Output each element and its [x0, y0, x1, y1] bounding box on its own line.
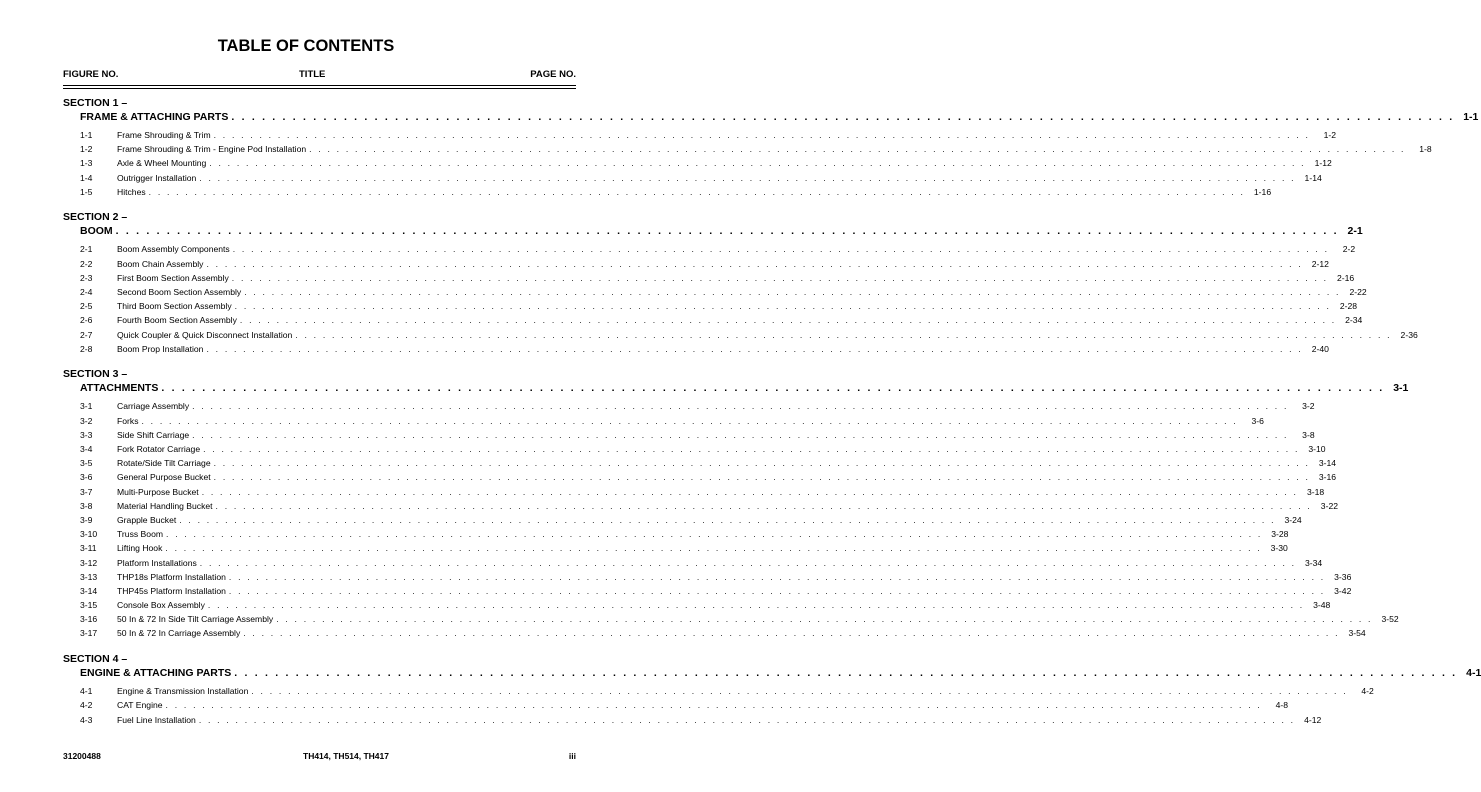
figure-number: 3-13 [80, 571, 98, 582]
dot-leader: . . . . . . . . . . . . . . . . . . . . . . . . . . . . . . . . . . . . . . . . . . . . . . . . . . . . . . . . . . . . . . . . . . . . . . . . . . . . . . . . . . . . . . . . . . . . . . . . . . . . . . . . . . . . . . . . . . . . . . . . [251, 686, 1348, 697]
figure-title: Quick Coupler & Quick Disconnect Installation [117, 329, 293, 340]
figure-title: THP45s Platform Installation [117, 585, 226, 596]
section-title: FRAME & ATTACHING PARTS [80, 111, 229, 123]
figure-page: 3-54 [1348, 628, 1366, 639]
dot-leader: . . . . . . . . . . . . . . . . . . . . . . . . . . . . . . . . . . . . . . . . . . . . . . . . . . . . . . . . . . . . . . . . . . . . . . . . . . . . . . . . . . . . . . . . . . . . . . . . . . . . . . . . . . . . . . . . . . . . . . . . [213, 130, 1311, 140]
dot-leader: . . . . . . . . . . . . . . . . . . . . . . . . . . . . . . . . . . . . . . . . . . . . . . . . . . . . . . . . . . . . . . . . . . . . . . . . . . . . . . . . . . . . . . . . . . . . . . . . . . . . . . . . . . . . . . . . . . . . . . . . [228, 571, 1326, 582]
figure-page: 3-52 [1381, 614, 1399, 625]
figure-no-header: FIGURE NO. [63, 69, 119, 80]
figure-page: 3-18 [1306, 486, 1325, 497]
figure-title: THP18s Platform Installation [117, 571, 226, 582]
figure-number: 2-1 [80, 244, 93, 255]
figure-page: 3-30 [1270, 543, 1288, 554]
figure-number: 3-3 [80, 429, 93, 440]
section-title-link[interactable] [63, 110, 1479, 125]
toc-entry[interactable] [63, 684, 1374, 698]
figure-page: 3-8 [1302, 429, 1315, 440]
figure-title: Lifting Hook [117, 543, 163, 554]
figure-page: 3-16 [1318, 472, 1337, 483]
toc-section [63, 211, 1418, 356]
figure-number: 2-4 [80, 287, 93, 297]
dot-leader: . . . . . . . . . . . . . . . . . . . . . . . . . . . . . . . . . . . . . . . . . . . . . . . . . . . . . . . . . . . . . . . . . . . . . . . . . . . . . . . . . . . . . . . . . . . . . . . . . . . . . . . . . . . . . . . . . . . . . . . . [209, 158, 1306, 169]
section-page: 3-1 [1393, 382, 1409, 395]
toc-entry[interactable] [63, 399, 1315, 413]
toc-entry[interactable] [63, 598, 1331, 612]
toc-entry[interactable] [63, 285, 1367, 299]
section-title: ATTACHMENTS [80, 382, 159, 395]
figure-title: Second Boom Section Assembly [117, 287, 242, 297]
figure-title: Third Boom Section Assembly [117, 301, 232, 312]
dot-leader: . . . . . . . . . . . . . . . . . . . . . . . . . . . . . . . . . . . . . . . . . . . . . . . . . . . . . . . . . . . . . . . . . . . . . . . . . . . . . . . . . . . . . . . . . . . . . . . . . . . . . . . . . . . . . . . . . . . . . . . . [161, 382, 1385, 395]
section-heading: SECTION 1 – [63, 97, 128, 109]
dot-leader: . . . . . . . . . . . . . . . . . . . . . . . . . . . . . . . . . . . . . . . . . . . . . . . . . . . . . . . . . . . . . . . . . . . . . . . . . . . . . . . . . . . . . . . . . . . . . . . . . . . . . . . . . . . . . . . . . . . . . . . . [206, 343, 1303, 354]
figure-number: 2-2 [80, 258, 93, 269]
figure-title: Boom Prop Installation [117, 343, 204, 354]
page-title: TABLE OF CONTENTS [217, 37, 395, 55]
page-no-header: PAGE NO. [530, 69, 576, 80]
dot-leader: . . . . . . . . . . . . . . . . . . . . . . . . . . . . . . . . . . . . . . . . . . . . . . . . . . . . . . . . . . . . . . . . . . . . . . . . . . . . . . . . . . . . . . . . . . . . . . . . . . . . . . . . . . . . . . . . . . . . . . . . [309, 144, 1406, 155]
figure-number: 2-6 [80, 315, 93, 326]
figure-title: Boom Chain Assembly [117, 258, 204, 269]
figure-number: 3-6 [80, 472, 93, 483]
toc-entry[interactable] [63, 556, 1323, 570]
toc-entry[interactable] [63, 541, 1288, 555]
toc-entry[interactable] [63, 428, 1315, 442]
toc-entry[interactable] [63, 485, 1325, 499]
figure-page: 3-42 [1334, 585, 1352, 596]
toc-entry[interactable] [63, 570, 1352, 584]
figure-number: 1-4 [80, 172, 93, 183]
dot-leader: . . . . . . . . . . . . . . . . . . . . . . . . . . . . . . . . . . . . . . . . . . . . . . . . . . . . . . . . . . . . . . . . . . . . . . . . . . . . . . . . . . . . . . . . . . . . . . . . . . . . . . . . . . . . . . . . . . . . . . . . [203, 444, 1300, 454]
figure-number: 3-11 [80, 543, 97, 554]
dot-leader: . . . . . . . . . . . . . . . . . . . . . . . . . . . . . . . . . . . . . . . . . . . . . . . . . . . . . . . . . . . . . . . . . . . . . . . . . . . . . . . . . . . . . . . . . . . . . . . . . . . . . . . . . . . . . . . . . . . . . . . . [276, 614, 1373, 625]
toc-entry[interactable] [63, 142, 1432, 156]
figure-title: Engine & Transmission Installation [117, 686, 249, 697]
section-title-link[interactable] [63, 224, 1363, 239]
toc-entry[interactable] [63, 713, 1322, 727]
dot-leader: . . . . . . . . . . . . . . . . . . . . . . . . . . . . . . . . . . . . . . . . . . . . . . . . . . . . . . . . . . . . . . . . . . . . . . . . . . . . . . . . . . . . . . . . . . . . . . . . . . . . . . . . . . . . . . . . . . . . . . . . [141, 415, 1238, 426]
figure-number: 3-17 [80, 628, 98, 639]
figure-title: Rotate/Side Tilt Carriage [117, 458, 211, 469]
figure-number: 3-2 [80, 415, 93, 426]
toc-entry[interactable] [63, 626, 1366, 640]
figure-title: 50 In & 72 In Carriage Assembly [117, 628, 241, 639]
figure-title: Fork Rotator Carriage [117, 444, 201, 454]
figure-number: 3-10 [80, 529, 98, 540]
figure-title: CAT Engine [117, 700, 163, 711]
dot-leader: . . . . . . . . . . . . . . . . . . . . . . . . . . . . . . . . . . . . . . . . . . . . . . . . . . . . . . . . . . . . . . . . . . . . . . . . . . . . . . . . . . . . . . . . . . . . . . . . . . . . . . . . . . . . . . . . . . . . . . . . [199, 172, 1296, 183]
header-divider [63, 85, 576, 89]
dot-leader: . . . . . . . . . . . . . . . . . . . . . . . . . . . . . . . . . . . . . . . . . . . . . . . . . . . . . . . . . . . . . . . . . . . . . . . . . . . . . . . . . . . . . . . . . . . . . . . . . . . . . . . . . . . . . . . . . . . . . . . . [213, 458, 1311, 469]
section-title: ENGINE & ATTACHING PARTS [80, 667, 232, 680]
figure-number: 4-2 [80, 700, 93, 711]
toc-entry[interactable] [63, 442, 1326, 456]
toc-entry[interactable] [63, 698, 1288, 712]
dot-leader: . . . . . . . . . . . . . . . . . . . . . . . . . . . . . . . . . . . . . . . . . . . . . . . . . . . . . . . . . . . . . . . . . . . . . . . . . . . . . . . . . . . . . . . . . . . . . . . . . . . . . . . . . . . . . . . . . . . . . . . . [232, 244, 1330, 255]
figure-title: Material Handling Bucket [117, 500, 213, 511]
figure-title: Grapple Bucket [117, 514, 177, 525]
figure-number: 3-4 [80, 444, 93, 454]
toc-entry[interactable] [63, 328, 1418, 342]
toc-entry[interactable] [63, 612, 1399, 626]
figure-title: Console Box Assembly [117, 600, 205, 611]
dot-leader: . . . . . . . . . . . . . . . . . . . . . . . . . . . . . . . . . . . . . . . . . . . . . . . . . . . . . . . . . . . . . . . . . . . . . . . . . . . . . . . . . . . . . . . . . . . . . . . . . . . . . . . . . . . . . . . . . . . . . . . . [231, 111, 1455, 123]
title-header: TITLE [299, 69, 326, 80]
figure-page: 1-12 [1314, 158, 1332, 169]
figure-number: 1-3 [80, 158, 93, 169]
figure-number: 3-12 [80, 557, 98, 568]
dot-leader: . . . . . . . . . . . . . . . . . . . . . . . . . . . . . . . . . . . . . . . . . . . . . . . . . . . . . . . . . . . . . . . . . . . . . . . . . . . . . . . . . . . . . . . . . . . . . . . . . . . . . . . . . . . . . . . . . . . . . . . . [207, 600, 1305, 611]
figure-page: 3-34 [1305, 557, 1323, 568]
figure-number: 1-2 [80, 144, 93, 155]
section-heading: SECTION 3 – [63, 368, 128, 381]
dot-leader: . . . . . . . . . . . . . . . . . . . . . . . . . . . . . . . . . . . . . . . . . . . . . . . . . . . . . . . . . . . . . . . . . . . . . . . . . . . . . . . . . . . . . . . . . . . . . . . . . . . . . . . . . . . . . . . . . . . . . . . . [115, 225, 1339, 238]
figure-page: 3-6 [1251, 415, 1264, 426]
figure-page: 2-40 [1311, 343, 1329, 354]
section-page: 1-1 [1463, 111, 1479, 123]
figure-page: 1-16 [1253, 186, 1272, 197]
figure-page: 2-34 [1345, 315, 1363, 326]
figure-page: 2-16 [1337, 272, 1355, 283]
figure-page: 3-22 [1320, 500, 1338, 511]
section-page: 4-1 [1466, 667, 1481, 680]
figure-title: Boom Assembly Components [117, 244, 230, 255]
figure-page: 4-2 [1361, 686, 1374, 697]
toc-entry[interactable] [63, 499, 1338, 513]
figure-page: 3-28 [1271, 529, 1289, 540]
dot-leader: . . . . . . . . . . . . . . . . . . . . . . . . . . . . . . . . . . . . . . . . . . . . . . . . . . . . . . . . . . . . . . . . . . . . . . . . . . . . . . . . . . . . . . . . . . . . . . . . . . . . . . . . . . . . . . . . . . . . . . . . [179, 514, 1276, 525]
figure-title: Platform Installations [117, 557, 197, 568]
toc-section [63, 653, 1481, 727]
section-page: 2-1 [1347, 225, 1363, 238]
toc-entry[interactable] [63, 527, 1289, 541]
toc-entry[interactable] [63, 156, 1332, 170]
dot-leader: . . . . . . . . . . . . . . . . . . . . . . . . . . . . . . . . . . . . . . . . . . . . . . . . . . . . . . . . . . . . . . . . . . . . . . . . . . . . . . . . . . . . . . . . . . . . . . . . . . . . . . . . . . . . . . . . . . . . . . . . [165, 700, 1262, 711]
figure-page: 3-2 [1302, 401, 1315, 412]
figure-title: Truss Boom [117, 529, 164, 540]
toc-entry[interactable] [63, 414, 1264, 428]
figure-page: 3-24 [1284, 514, 1302, 525]
dot-leader: . . . . . . . . . . . . . . . . . . . . . . . . . . . . . . . . . . . . . . . . . . . . . . . . . . . . . . . . . . . . . . . . . . . . . . . . . . . . . . . . . . . . . . . . . . . . . . . . . . . . . . . . . . . . . . . . . . . . . . . . [234, 667, 1458, 680]
dot-leader: . . . . . . . . . . . . . . . . . . . . . . . . . . . . . . . . . . . . . . . . . . . . . . . . . . . . . . . . . . . . . . . . . . . . . . . . . . . . . . . . . . . . . . . . . . . . . . . . . . . . . . . . . . . . . . . . . . . . . . . . [148, 186, 1246, 197]
toc-entry[interactable] [63, 513, 1302, 527]
figure-page: 1-2 [1323, 130, 1337, 140]
figure-number: 4-1 [80, 686, 93, 697]
models: TH414, TH514, TH417 [303, 751, 389, 761]
toc-entry[interactable] [63, 299, 1358, 313]
figure-title: 50 In & 72 In Side Tilt Carriage Assembly [117, 614, 274, 625]
dot-leader: . . . . . . . . . . . . . . . . . . . . . . . . . . . . . . . . . . . . . . . . . . . . . . . . . . . . . . . . . . . . . . . . . . . . . . . . . . . . . . . . . . . . . . . . . . . . . . . . . . . . . . . . . . . . . . . . . . . . . . . . [244, 287, 1341, 297]
toc-section [63, 368, 1409, 640]
figure-title: Side Shift Carriage [117, 429, 190, 440]
dot-leader: . . . . . . . . . . . . . . . . . . . . . . . . . . . . . . . . . . . . . . . . . . . . . . . . . . . . . . . . . . . . . . . . . . . . . . . . . . . . . . . . . . . . . . . . . . . . . . . . . . . . . . . . . . . . . . . . . . . . . . . . [228, 585, 1326, 596]
figure-number: 3-5 [80, 458, 93, 469]
dot-leader: . . . . . . . . . . . . . . . . . . . . . . . . . . . . . . . . . . . . . . . . . . . . . . . . . . . . . . . . . . . . . . . . . . . . . . . . . . . . . . . . . . . . . . . . . . . . . . . . . . . . . . . . . . . . . . . . . . . . . . . . [201, 486, 1299, 497]
figure-page: 2-36 [1400, 329, 1418, 340]
figure-title: First Boom Section Assembly [117, 272, 229, 283]
toc-entry[interactable] [63, 128, 1337, 142]
figure-number: 3-14 [80, 585, 98, 596]
dot-leader: . . . . . . . . . . . . . . . . . . . . . . . . . . . . . . . . . . . . . . . . . . . . . . . . . . . . . . . . . . . . . . . . . . . . . . . . . . . . . . . . . . . . . . . . . . . . . . . . . . . . . . . . . . . . . . . . . . . . . . . . [239, 315, 1337, 326]
dot-leader: . . . . . . . . . . . . . . . . . . . . . . . . . . . . . . . . . . . . . . . . . . . . . . . . . . . . . . . . . . . . . . . . . . . . . . . . . . . . . . . . . . . . . . . . . . . . . . . . . . . . . . . . . . . . . . . . . . . . . . . . [213, 472, 1311, 483]
figure-number: 2-3 [80, 272, 93, 283]
dot-leader: . . . . . . . . . . . . . . . . . . . . . . . . . . . . . . . . . . . . . . . . . . . . . . . . . . . . . . . . . . . . . . . . . . . . . . . . . . . . . . . . . . . . . . . . . . . . . . . . . . . . . . . . . . . . . . . . . . . . . . . . [199, 557, 1297, 568]
toc-entry[interactable] [63, 470, 1337, 484]
figure-number: 3-7 [80, 486, 93, 497]
figure-page: 2-2 [1342, 244, 1356, 255]
figure-title: Outrigger Installation [117, 172, 197, 183]
section-heading: SECTION 4 – [63, 653, 128, 666]
dot-leader: . . . . . . . . . . . . . . . . . . . . . . . . . . . . . . . . . . . . . . . . . . . . . . . . . . . . . . . . . . . . . . . . . . . . . . . . . . . . . . . . . . . . . . . . . . . . . . . . . . . . . . . . . . . . . . . . . . . . . . . . [234, 301, 1332, 312]
toc-entry[interactable] [63, 271, 1355, 285]
dot-leader: . . . . . . . . . . . . . . . . . . . . . . . . . . . . . . . . . . . . . . . . . . . . . . . . . . . . . . . . . . . . . . . . . . . . . . . . . . . . . . . . . . . . . . . . . . . . . . . . . . . . . . . . . . . . . . . . . . . . . . . . [215, 500, 1312, 511]
toc-list [63, 97, 1481, 739]
figure-title: Frame Shrouding & Trim [117, 130, 211, 140]
figure-page: 4-12 [1304, 714, 1322, 725]
figure-number: 4-3 [80, 714, 93, 725]
toc-entry[interactable] [63, 342, 1329, 356]
column-headers [63, 69, 576, 81]
figure-number: 3-15 [80, 600, 98, 611]
doc-number: 31200488 [63, 751, 101, 761]
figure-number: 3-1 [80, 401, 93, 412]
figure-page: 3-48 [1313, 600, 1331, 611]
figure-number: 3-9 [80, 514, 93, 525]
dot-leader: . . . . . . . . . . . . . . . . . . . . . . . . . . . . . . . . . . . . . . . . . . . . . . . . . . . . . . . . . . . . . . . . . . . . . . . . . . . . . . . . . . . . . . . . . . . . . . . . . . . . . . . . . . . . . . . . . . . . . . . . [192, 401, 1289, 412]
dot-leader: . . . . . . . . . . . . . . . . . . . . . . . . . . . . . . . . . . . . . . . . . . . . . . . . . . . . . . . . . . . . . . . . . . . . . . . . . . . . . . . . . . . . . . . . . . . . . . . . . . . . . . . . . . . . . . . . . . . . . . . . [165, 543, 1262, 554]
section-title-link[interactable] [63, 666, 1481, 681]
figure-title: Forks [117, 415, 139, 426]
dot-leader: . . . . . . . . . . . . . . . . . . . . . . . . . . . . . . . . . . . . . . . . . . . . . . . . . . . . . . . . . . . . . . . . . . . . . . . . . . . . . . . . . . . . . . . . . . . . . . . . . . . . . . . . . . . . . . . . . . . . . . . . [206, 258, 1303, 269]
figure-page: 3-10 [1308, 444, 1326, 454]
dot-leader: . . . . . . . . . . . . . . . . . . . . . . . . . . . . . . . . . . . . . . . . . . . . . . . . . . . . . . . . . . . . . . . . . . . . . . . . . . . . . . . . . . . . . . . . . . . . . . . . . . . . . . . . . . . . . . . . . . . . . . . . [192, 429, 1289, 440]
figure-page: 3-36 [1334, 571, 1352, 582]
figure-page: 2-22 [1349, 287, 1367, 297]
figure-page: 1-14 [1304, 172, 1322, 183]
figure-page: 3-14 [1318, 458, 1337, 469]
figure-number: 2-7 [80, 329, 93, 340]
section-title: BOOM [80, 225, 113, 238]
figure-title: Fuel Line Installation [117, 714, 196, 725]
figure-number: 1-5 [80, 186, 93, 197]
dot-leader: . . . . . . . . . . . . . . . . . . . . . . . . . . . . . . . . . . . . . . . . . . . . . . . . . . . . . . . . . . . . . . . . . . . . . . . . . . . . . . . . . . . . . . . . . . . . . . . . . . . . . . . . . . . . . . . . . . . . . . . . [198, 714, 1296, 725]
toc-entry[interactable] [63, 185, 1272, 199]
toc-entry[interactable] [63, 584, 1352, 598]
toc-entry[interactable] [63, 456, 1337, 470]
dot-leader: . . . . . . . . . . . . . . . . . . . . . . . . . . . . . . . . . . . . . . . . . . . . . . . . . . . . . . . . . . . . . . . . . . . . . . . . . . . . . . . . . . . . . . . . . . . . . . . . . . . . . . . . . . . . . . . . . . . . . . . . [231, 272, 1329, 283]
figure-title: Carriage Assembly [117, 401, 190, 412]
figure-page: 2-28 [1339, 301, 1358, 312]
figure-page: 1-8 [1419, 144, 1432, 155]
figure-number: 2-8 [80, 343, 93, 354]
figure-number: 2-5 [80, 301, 93, 312]
dot-leader: . . . . . . . . . . . . . . . . . . . . . . . . . . . . . . . . . . . . . . . . . . . . . . . . . . . . . . . . . . . . . . . . . . . . . . . . . . . . . . . . . . . . . . . . . . . . . . . . . . . . . . . . . . . . . . . . . . . . . . . . [166, 529, 1263, 540]
figure-title: Frame Shrouding & Trim - Engine Pod Installation [117, 144, 307, 155]
toc-entry[interactable] [63, 242, 1356, 256]
toc-section [63, 97, 1479, 199]
section-heading: SECTION 2 – [63, 211, 128, 224]
figure-title: General Purpose Bucket [117, 472, 211, 483]
dot-leader: . . . . . . . . . . . . . . . . . . . . . . . . . . . . . . . . . . . . . . . . . . . . . . . . . . . . . . . . . . . . . . . . . . . . . . . . . . . . . . . . . . . . . . . . . . . . . . . . . . . . . . . . . . . . . . . . . . . . . . . . [295, 329, 1392, 340]
toc-entry[interactable] [63, 313, 1363, 327]
page-number: iii [568, 751, 576, 761]
toc-entry[interactable] [63, 171, 1322, 185]
figure-number: 1-1 [80, 130, 93, 140]
figure-title: Fourth Boom Section Assembly [117, 315, 237, 326]
figure-title: Hitches [117, 186, 146, 197]
figure-title: Axle & Wheel Mounting [117, 158, 207, 169]
dot-leader: . . . . . . . . . . . . . . . . . . . . . . . . . . . . . . . . . . . . . . . . . . . . . . . . . . . . . . . . . . . . . . . . . . . . . . . . . . . . . . . . . . . . . . . . . . . . . . . . . . . . . . . . . . . . . . . . . . . . . . . . [243, 628, 1340, 639]
figure-title: Multi-Purpose Bucket [117, 486, 199, 497]
figure-page: 4-8 [1275, 700, 1288, 711]
figure-page: 2-12 [1311, 258, 1329, 269]
figure-number: 3-16 [80, 614, 98, 625]
toc-entry[interactable] [63, 257, 1329, 271]
figure-number: 3-8 [80, 500, 93, 511]
section-title-link[interactable] [63, 381, 1409, 396]
